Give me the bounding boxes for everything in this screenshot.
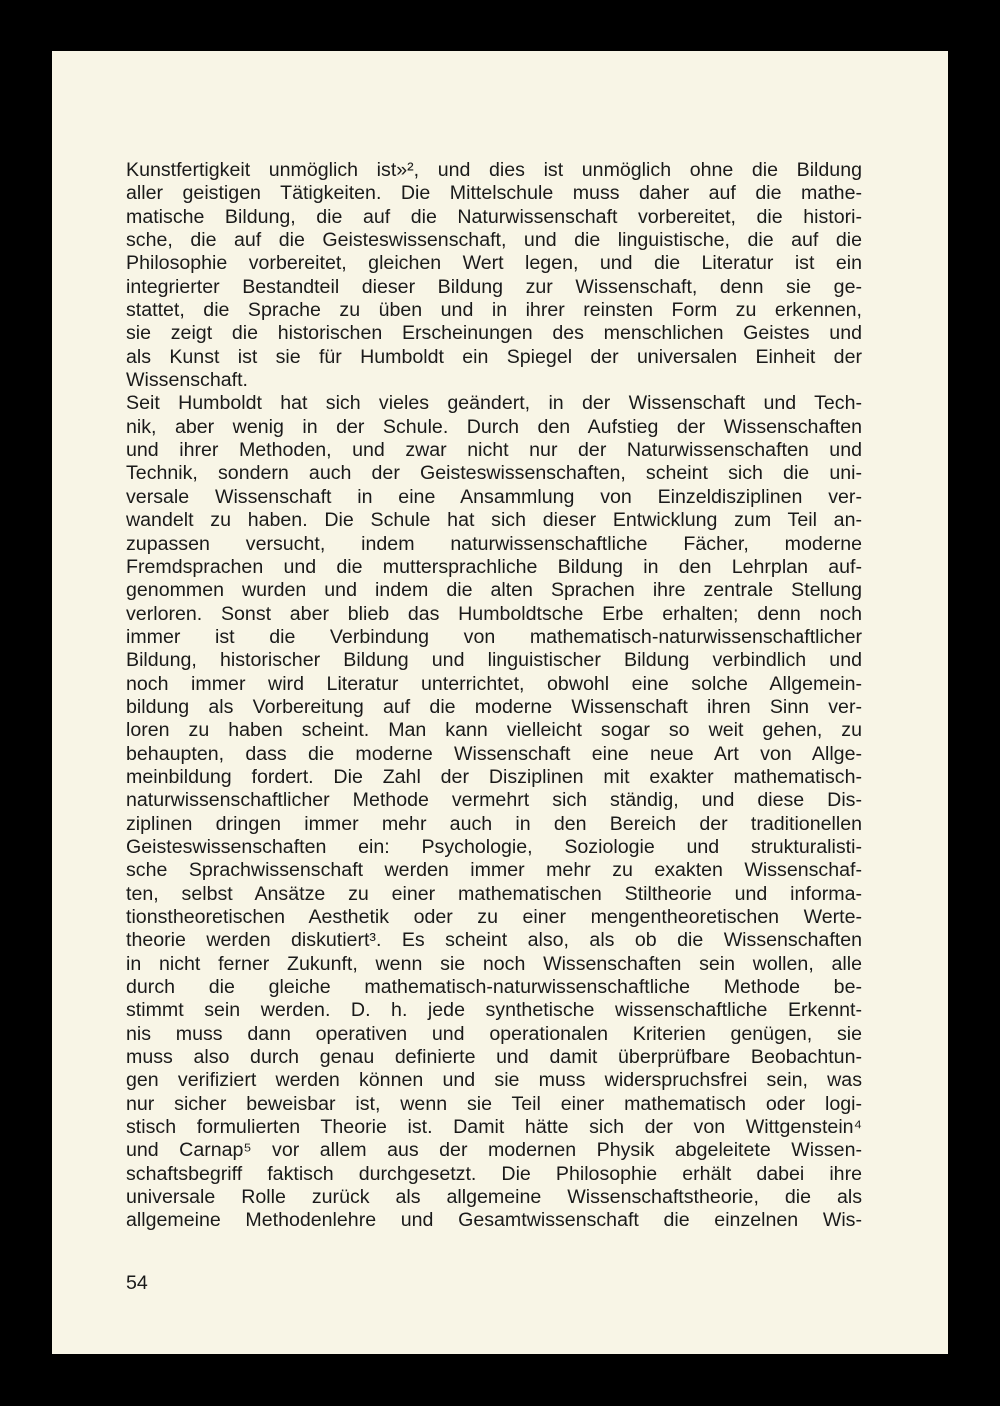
text-line: und Carnap⁵ vor allem aus der modernen Physik abgeleitete Wissen- [126,1139,862,1162]
text-line: verloren. Sonst aber blieb das Humboldtsche Erbe erhalten; denn noch [126,602,862,625]
text-line: muss also durch genau definierte und damit überprüfbare Beobachtun- [126,1046,862,1069]
text-line: allgemeine Methodenlehre und Gesamtwissenschaft die einzelnen Wis- [126,1209,862,1232]
text-line: ten, selbst Ansätze zu einer mathematischen Stiltheorie und informa- [126,882,862,905]
text-line: in nicht ferner Zukunft, wenn sie noch Wissenschaften sein wollen, alle [126,952,862,975]
text-line: sie zeigt die historischen Erscheinungen des menschlichen Geistes und [126,322,862,345]
document-page [52,51,948,1354]
text-line: ziplinen dringen immer mehr auch in den Bereich der traditionellen [126,812,862,835]
text-line: nik, aber wenig in der Schule. Durch den Aufstieg der Wissenschaften [126,415,862,438]
text-line: noch immer wird Literatur unterrichtet, obwohl eine solche Allgemein- [126,672,862,695]
text-line: Geisteswissenschaften ein: Psychologie, Soziologie und strukturalisti- [126,835,862,858]
text-line: schaftsbegriff faktisch durchgesetzt. Die Philosophie erhält dabei ihre [126,1162,862,1185]
text-line: Fremdsprachen und die muttersprachliche Bildung in den Lehrplan auf- [126,555,862,578]
text-line: immer ist die Verbindung von mathematisch-naturwissenschaftlicher [126,625,862,648]
text-line: universale Rolle zurück als allgemeine Wissenschaftstheorie, die als [126,1186,862,1209]
text-line: als Kunst ist sie für Humboldt ein Spiegel der universalen Einheit der [126,345,862,368]
body-text [126,159,862,1233]
text-line: matische Bildung, die auf die Naturwissenschaft vorbereitet, die histori- [126,205,862,228]
page-number: 54 [126,1272,148,1294]
text-line: stimmt sein werden. D. h. jede synthetische wissenschaftliche Erkennt- [126,999,862,1022]
text-line: nis muss dann operativen und operationalen Kriterien genügen, sie [126,1022,862,1045]
text-line: stisch formulierten Theorie ist. Damit hätte sich der von Wittgenstein⁴ [126,1116,862,1139]
text-line: gen verifiziert werden können und sie muss widerspruchsfrei sein, was [126,1069,862,1092]
text-line: aller geistigen Tätigkeiten. Die Mittelschule muss daher auf die mathe- [126,182,862,205]
text-line: sche, die auf die Geisteswissenschaft, und die linguistische, die auf die [126,229,862,252]
text-line: wandelt zu haben. Die Schule hat sich dieser Entwicklung zum Teil an- [126,509,862,532]
text-line: naturwissenschaftlicher Methode vermehrt sich ständig, und diese Dis- [126,789,862,812]
text-line: tionstheoretischen Aesthetik oder zu einer mengentheoretischen Werte- [126,906,862,928]
text-line: loren zu haben scheint. Man kann vielleicht sogar so weit gehen, zu [126,719,862,742]
text-line: durch die gleiche mathematisch-naturwissenschaftliche Methode be- [126,976,862,999]
text-line: und ihrer Methoden, und zwar nicht nur der Naturwissenschaften und [126,439,862,462]
text-line: nur sicher beweisbar ist, wenn sie Teil einer mathematisch oder logi- [126,1092,862,1115]
text-line: Philosophie vorbereitet, gleichen Wert legen, und die Literatur ist ein [126,252,862,275]
text-line: meinbildung fordert. Die Zahl der Disziplinen mit exakter mathematisch- [126,765,862,788]
text-line: zupassen versucht, indem naturwissenschaftliche Fächer, moderne [126,532,862,555]
text-line: Technik, sondern auch der Geisteswissenschaften, scheint sich die uni- [126,462,862,485]
text-line: integrierter Bestandteil dieser Bildung zur Wissenschaft, denn sie ge- [126,275,862,298]
text-line: Seit Humboldt hat sich vieles geändert, in der Wissenschaft und Tech- [126,392,862,415]
text-line: theorie werden diskutiert³. Es scheint also, als ob die Wissenschaften [126,929,862,952]
text-line: Bildung, historischer Bildung und linguistischer Bildung verbindlich und [126,649,862,672]
text-line: behaupten, dass die moderne Wissenschaft eine neue Art von Allge- [126,742,862,765]
text-line: stattet, die Sprache zu üben und in ihrer reinsten Form zu erkennen, [126,299,862,322]
text-line: bildung als Vorbereitung auf die moderne Wissenschaft ihren Sinn ver- [126,695,862,718]
text-line: Kunstfertigkeit unmöglich ist»², und dies ist unmöglich ohne die Bildung [126,159,862,181]
text-line: genommen wurden und indem die alten Sprachen ihre zentrale Stellung [126,579,862,602]
text-line: Wissenschaft. [126,369,248,392]
text-line: versale Wissenschaft in eine Ansammlung von Einzeldisziplinen ver- [126,485,862,508]
text-line: sche Sprachwissenschaft werden immer mehr zu exakten Wissenschaf- [126,859,862,882]
